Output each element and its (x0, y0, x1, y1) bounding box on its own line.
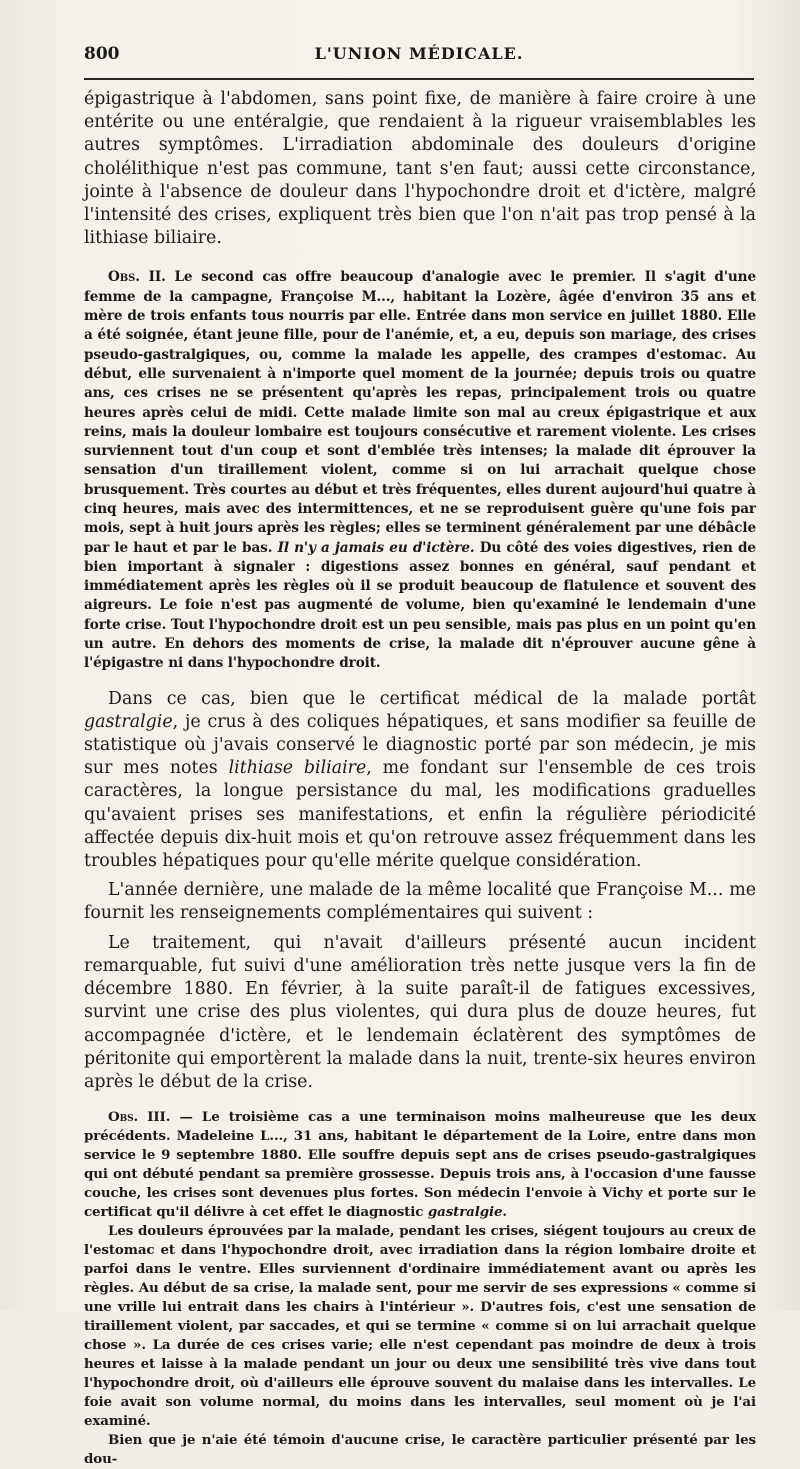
discussion-text-c: , me fondant sur l'ensemble de ces trois caractères, la longue persistance du mal, les modifications graduelles qu'avaient prises ses manifestations, et enfin la régulière périodicité affectée depuis dix-huit mois et qu'on retrouve assez fréquemment dans les troubles hépatiques pour qu'elle mérite quelque considération. (84, 758, 756, 872)
followup-intro-paragraph: L'année dernière, une malade de la même localité que Françoise M... me fournit les renseignements complémentaires qui suivent : (84, 880, 756, 924)
term-gastralgie: gastralgie (84, 711, 173, 732)
discussion-paragraph (84, 688, 756, 874)
header-rule (84, 78, 754, 80)
obs-2-italic: Il n'y a jamais eu d'ictère. (277, 539, 475, 556)
followup-outcome-paragraph: Le traitement, qui n'avait d'ailleurs présenté aucun incident remarquable, fut suivi d'une amélioration très nette jusque vers la fin de décembre 1880. En février, à la suite paraît-il de fatigues excessives, survint une crise des plus violentes, qui dura plus de douze heures, fut accompagnée d'ictère, et le lendemain éclatèrent des symptômes de péritonite qui emportèrent la malade dans la nuit, trente-six heures environ après le début de la crise. (84, 932, 756, 1092)
observation-3-closing: Bien que je n'aie été témoin d'aucune crise, le caractère particulier présenté par les dou- (84, 1432, 756, 1468)
discussion-text-b: , je crus à des coliques hépatiques, et sans modifier sa feuille de statistique où j'avais conservé le diagnostic porté par son médecin, je mis sur mes notes (84, 711, 756, 779)
obs-2-label: Obs. II. (108, 269, 166, 286)
continued-paragraph: épigastrique à l'abdomen, sans point fixe, de manière à faire croire à une entérite ou une entéralgie, que rendaient à la rigueur vraisemblables les autres symptômes. L'irradiation abdominale des douleurs d'origine cholélithique n'est pas commune, tant s'en faut; aussi cette circonstance, jointe à l'absence de douleur dans l'hypochondre droit et d'ictère, malgré l'intensité des crises, expliquent très bien que l'on n'ait pas trop pensé à la lithiase biliaire. (84, 89, 756, 249)
observation-3-symptoms: Les douleurs éprouvées par la malade, pendant les crises, siégent toujours au creux de l'estomac et dans l'hypochondre droit, avec irradiation dans la région lombaire droite et parfoi dans le ventre. Elles surviennent d'ordinaire immédiatement avant ou après les règles. Au début de sa crise, la malade sent, pour me servir de ses expressions « comme si une vrille lui entrait dans les chairs à l'intérieur ». D'autres fois, c'est une sensation de tiraillement violent, par saccades, et qui se termine « comme si on lui arrachait quelque chose ». La durée de ces crises varie; elle n'est cependant pas moindre de deux à trois heures et laisse à la malade pendant un jour ou deux une sensibilité très vive dans tout l'hypochondre droit, où d'ailleurs elle éprouve souvent du malaise dans les intervalles. Le foie avait son volume normal, du moins dans les intervalles, seul moment où je l'ai examiné. (84, 1223, 756, 1430)
obs-3-label: Obs. III. (108, 1109, 171, 1126)
obs-3-text-1: — Le troisième cas a une terminaison moins malheureuse que les deux précédents. Madeleine L..., 31 ans, habitant le département de la Loire, entre dans mon service le 9 septembre 1880. Elle souffre depuis sept ans de crises pseudo-gastralgiques qui ont débuté pendant sa première grossesse. Depuis trois ans, à l'occasion d'une fausse couche, les crises sont devenues plus fortes. Son médecin l'envoie à Vichy et porte sur le certificat qu'il délivre à cet effet le diagnostic (84, 1109, 756, 1221)
obs-3-italic: gastralgie. (427, 1204, 507, 1221)
obs-2-text-2: Du côté des voies digestives, rien de bien important à signaler : digestions assez bonnes en général, sauf pendant et immédiatement après les règles où il se produit beaucoup de flatulence et souvent des aigreurs. Le foie n'est pas augmenté de volume, bien qu'examiné le lendemain d'une forte crise. Tout l'hypochondre droit est un peu sensible, mais pas plus en un point qu'en un autre. En dehors des moments de crise, la malade dit n'éprouver aucune gêne à l'épigastre ni dans l'hypochondre droit. (84, 539, 756, 672)
page-body (84, 88, 756, 1469)
journal-title: L'UNION MÉDICALE. (314, 44, 524, 63)
page-number: 800 (84, 44, 120, 64)
discussion-text-a: Dans ce cas, bien que le certificat médical de la malade portât (108, 688, 756, 709)
observation-3 (84, 1108, 756, 1222)
obs-2-text-1: Le second cas offre beaucoup d'analogie avec le premier. Il s'agit d'une femme de la campagne, Françoise M..., habitant la Lozère, âgée d'environ 35 ans et mère de trois enfants tous nourris par elle. Entrée dans mon service en juillet 1880. Elle a été soignée, étant jeune fille, pour de l'anémie, et, a eu, depuis son mariage, des crises pseudo-gastralgiques, ou, comme la malade les appelle, des crampes d'estomac. Au début, elle survenaient à n'importe quel moment de la journée; depuis trois ou quatre ans, ces crises ne se présentent qu'après les repas, principalement trois ou quatre heures après celui de midi. Cette malade limite son mal au creux épigastrique et aux reins, mais la douleur lombaire est toujours consécutive et rarement violente. Les crises surviennent tout d'un coup et sont d'emblée très intenses; la malade dit éprouver la sensation d'un tiraillement violent, comme si on lui arrachait quelque chose brusquement. Très courtes au début et très fréquentes, elles durent aujourd'hui quatre à cinq heures, mais avec des intermittences, et ne se reproduisent guère qu'une fois par mois, sept à huit jours après les règles; elles se terminent généralement par une débâcle par le haut et par le bas. (84, 269, 756, 556)
observation-2 (84, 268, 756, 673)
running-header (84, 44, 754, 72)
term-lithiase: lithiase biliaire (228, 758, 367, 779)
